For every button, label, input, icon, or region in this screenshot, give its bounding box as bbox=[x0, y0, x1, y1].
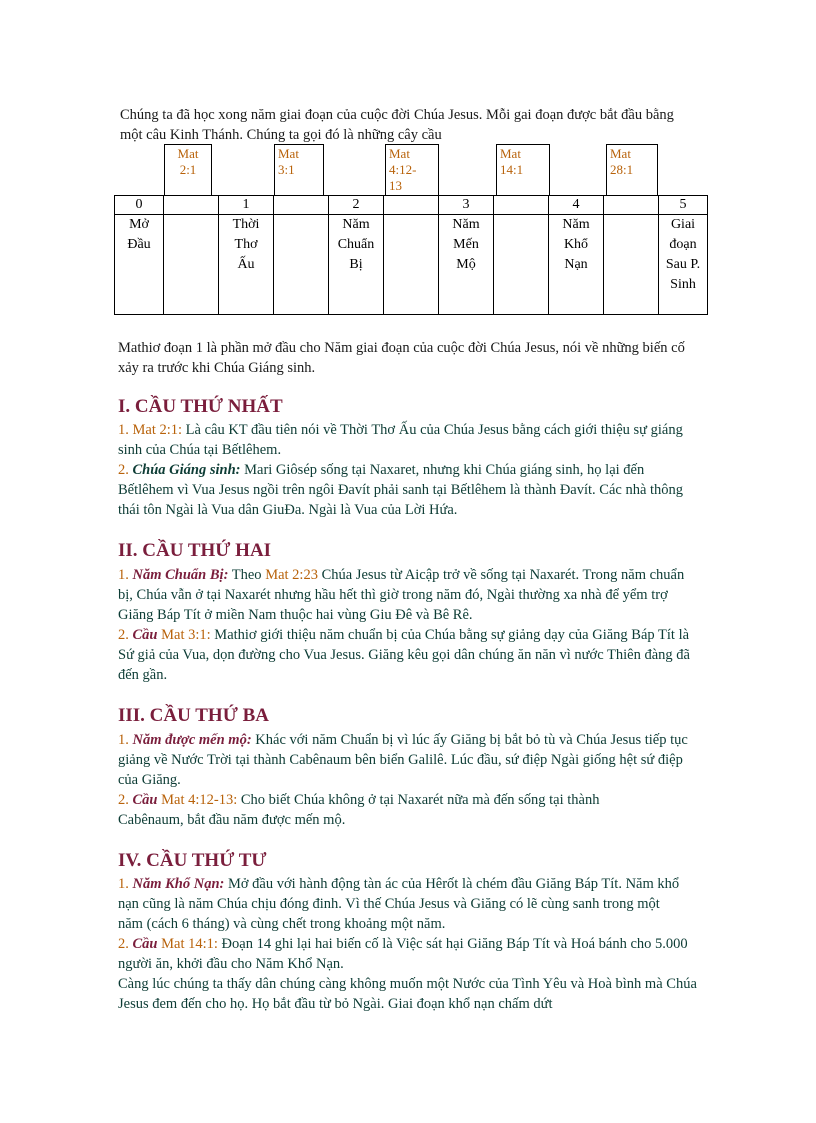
bible-ref: Mat 4:12-13: bbox=[157, 792, 238, 808]
stage-name: Giai đoạn Sau P. Sinh bbox=[659, 215, 708, 315]
stage-number: 4 bbox=[549, 196, 604, 215]
section-1-title: I. CẦU THỨ NHẤT bbox=[118, 396, 283, 417]
ref-5: Mat 28:1 bbox=[610, 146, 634, 177]
stage-name: Mở Đầu bbox=[115, 215, 164, 315]
section-3-para-2: 2. Cầu Mat 4:12-13: Cho biết Chúa không ở tại Naxarét nữa mà đến sống tại thành Cabênaum, bắt đầu năm được mến mộ. bbox=[118, 792, 600, 828]
stage-name: Năm Khổ Nạn bbox=[549, 215, 604, 315]
stage-name: Năm Chuẩn Bị bbox=[329, 215, 384, 315]
stage-name: Năm Mến Mộ bbox=[439, 215, 494, 315]
section-1-para-1: 1. Mat 2:1: Là câu KT đầu tiên nói về Thời Thơ Ấu của Chúa Jesus bằng cách giới thiệu sự giáng sinh của Chúa tại Bếtlêhem. bbox=[118, 422, 683, 458]
stage-number: 3 bbox=[439, 196, 494, 215]
stage-number: 2 bbox=[329, 196, 384, 215]
stage-names-row bbox=[115, 215, 708, 315]
stage-number: 0 bbox=[115, 196, 164, 215]
bible-ref: Mat 2:1: bbox=[132, 422, 183, 438]
ref-1: Mat 2:1 bbox=[177, 146, 199, 177]
stage-numbers-row bbox=[115, 196, 708, 215]
section-4-para-3: Càng lúc chúng ta thấy dân chúng càng không muốn một Nước của Tình Yêu và Hoà bình mà Chúa Jesus đem đến cho họ. Họ bắt đầu từ bỏ Ngài. Giai đoạn khổ nạn chấm dứt bbox=[118, 976, 697, 1012]
section-2-title: II. CẦU THỨ HAI bbox=[118, 540, 272, 561]
ref-2: Mat 3:1 bbox=[278, 146, 299, 177]
section-1-para-2: 2. Chúa Giáng sinh: Mari Giôsép sống tại Naxaret, nhưng khi Chúa giáng sinh, họ lại đến Bếtlêhem vì Vua Jesus ngồi trên ngôi Đavít phải sanh tại Bếtlêhem là thành Đavít. Các nhà thông thái tôn Ngài là Vua dân GiuĐa. Ngài là Vua của Lời Hứa. bbox=[118, 462, 684, 518]
section-2-para-1: 1. Năm Chuẩn Bị: Theo Mat 2:23 Chúa Jesus từ Aicập trở về sống tại Naxarét. Trong năm chuẩn bị, Chúa vẫn ở tại Naxarét nhưng hầu hết thì giờ trong năm đó, Ngài thường xa nhà để yểm trợ Giăng Báp Tít ở miền Nam thuộc hai vùng Giu Đê và Bê Rê. bbox=[118, 567, 685, 623]
mathio-paragraph: Mathiơ đoạn 1 là phần mở đầu cho Năm giai đoạn của cuộc đời Chúa Jesus, nói về những biến cố xảy ra trước khi Chúa Giáng sinh. bbox=[118, 340, 685, 376]
section-3-title: III. CẦU THỨ BA bbox=[118, 705, 269, 726]
bible-ref: Mat 3:1: bbox=[157, 627, 211, 643]
ref-4: Mat 14:1 bbox=[500, 146, 524, 177]
bible-ref: Mat 2:23 bbox=[265, 567, 318, 583]
intro-paragraph: Chúng ta đã học xong năm giai đoạn của cuộc đời Chúa Jesus. Mỗi gai đoạn được bắt đầu bằng một câu Kinh Thánh. Chúng ta gọi đó là những cây cầu bbox=[120, 107, 674, 143]
section-4-title: IV. CẦU THỨ TƯ bbox=[118, 850, 267, 871]
section-4-para-1: 1. Năm Khổ Nạn: Mở đầu với hành động tàn ác của Hêrốt là chém đầu Giăng Báp Tít. Năm khổ nạn cũng là năm Chúa chịu đóng đinh. Vì thế Chúa Jesus và Giăng có lẽ cùng sanh trong một năm (cách 6 tháng) và cùng chết trong khoảng một năm. bbox=[118, 876, 680, 932]
ref-3: Mat 4:12-13 bbox=[389, 146, 417, 193]
section-4-para-2: 2. Cầu Mat 14:1: Đoạn 14 ghi lại hai biến cố là Việc sát hại Giăng Báp Tít và Hoá bánh cho 5.000 người ăn, khởi đầu cho Năm Khổ Nạn. bbox=[118, 936, 688, 972]
bible-ref: Mat 14:1: bbox=[157, 936, 218, 952]
section-2-para-2: 2. Cầu Mat 3:1: Mathiơ giới thiệu năm chuẩn bị của Chúa bằng sự giảng dạy của Giăng Báp Tít là Sứ giả của Vua, dọn đường cho Vua Jesus. Giăng kêu gọi dân chúng ăn năn vì nước Thiên đàng đã đến gần. bbox=[118, 627, 690, 683]
stage-number: 1 bbox=[219, 196, 274, 215]
stage-number: 5 bbox=[659, 196, 708, 215]
stage-name: Thời Thơ Ấu bbox=[219, 215, 274, 315]
section-3-para-1: 1. Năm được mến mộ: Khác với năm Chuẩn bị vì lúc ấy Giăng bị bắt bỏ tù và Chúa Jesus tiếp tục giảng về Nước Trời tại thành Cabênaum bên biển Galilê. Lúc đầu, sứ điệp Ngài giống hệt sứ điệp của Giăng. bbox=[118, 732, 688, 788]
stages-table bbox=[114, 195, 708, 315]
